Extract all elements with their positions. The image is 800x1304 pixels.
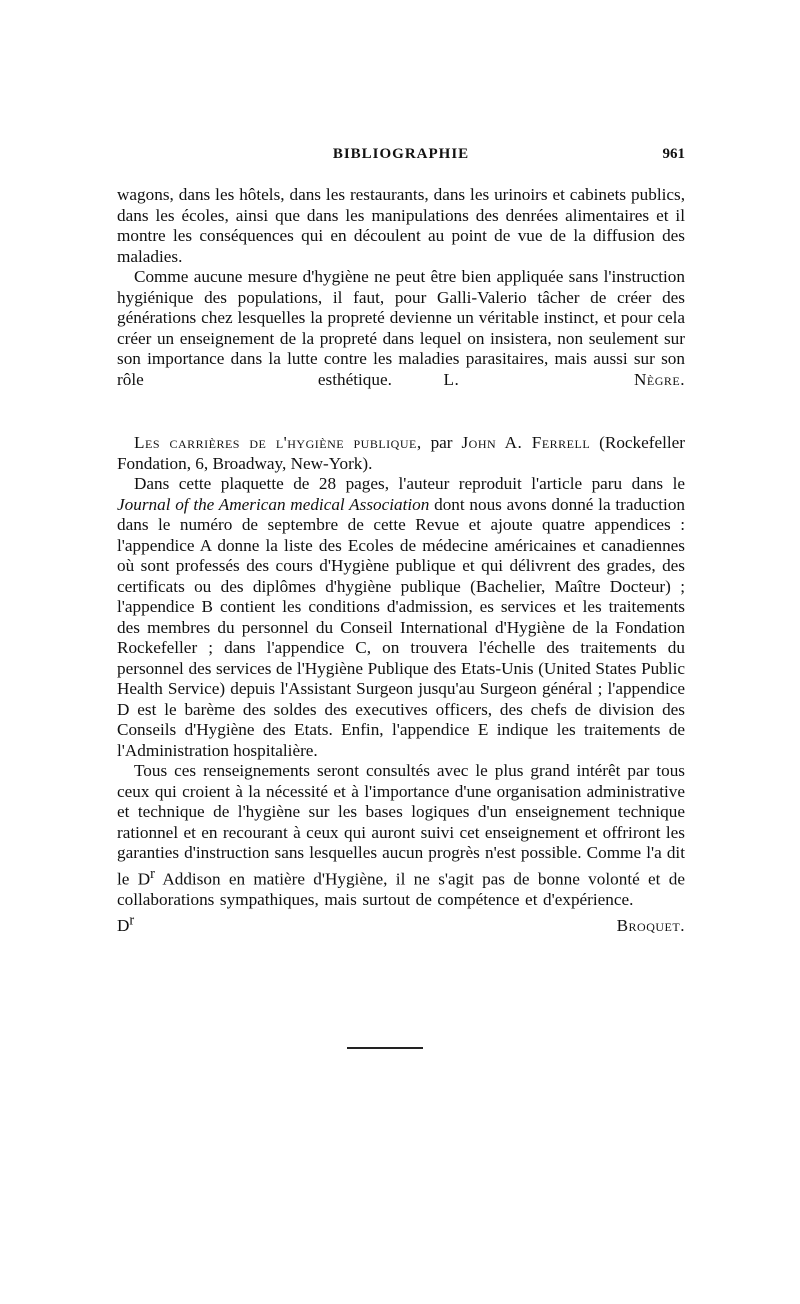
review2-signature-dr: D [117, 915, 130, 935]
review2-signature-name: Broquet. [616, 915, 685, 935]
review1-signature: L. Nègre. [443, 369, 685, 389]
review2-paragraph-2b: Addison en matière d'Hygiène, il ne s'agit pas de bonne volonté et de collaborations sympathiques, mais surtout de compétence et d'expérience. [117, 869, 685, 909]
review2-heading [117, 433, 685, 474]
review-ferrell [117, 433, 685, 936]
review1-paragraph-2-text: Comme aucune mesure d'hygiène ne peut être bien appliquée sans l'instruction hygiénique des populations, il faut, pour Galli-Valerio tâcher de créer des générations chez lesquelles la propreté devienne un véritable instinct, et pour cela créer un enseignement de la propreté dans lequel on insistera, non seulement sur son importance dans la lutte contre les maladies parasitaires, mais aussi sur son rôle esthétique. [117, 267, 685, 389]
review-galli-valerio [117, 185, 685, 390]
review1-paragraph-1: wagons, dans les hôtels, dans les restaurants, dans les urinoirs et cabinets publics, dans les écoles, ainsi que dans les manipulations des denrées alimentaires et il montre les conséquences qui en découlent au point de vue de la diffusion des maladies. [117, 185, 685, 266]
review2-signature [117, 912, 685, 935]
review2-title: Les carrières de l'hygiène publique, [134, 433, 422, 452]
review2-by: par [430, 433, 453, 452]
review2-journal: Journal of the American medical Association [117, 494, 430, 514]
review2-paragraph-1a: Dans cette plaquette de 28 pages, l'auteur reproduit l'article paru dans le [134, 474, 685, 493]
section-divider [347, 1047, 423, 1049]
running-head: BIBLIOGRAPHIE [332, 146, 470, 162]
review2-paragraph-1 [117, 474, 685, 761]
review2-paragraph-2 [117, 761, 685, 936]
review2-author: John A. Ferrell [461, 433, 591, 452]
review2-signature-sup: r [129, 912, 135, 929]
page-header [117, 146, 685, 170]
review2-dr-sup: r [150, 865, 155, 882]
review2-publisher: (Rockefeller Fondation, 6, Broadway, New-York). [117, 433, 686, 473]
review1-paragraph-2 [117, 267, 685, 390]
page-number: 961 [662, 146, 685, 162]
review2-paragraph-1b: dont nous avons donné la traduction dans le numéro de septembre de cette Revue et ajoute quatre appendices : l'appendice A donne la liste des Ecoles de médecine américaines et canadiennes où sont professés des cours d'Hygiène publique et qui délivrent des grades, des certificats ou des diplômes d'hygiène publique (Bachelier, Maître Docteur) ; l'appendice B contient les conditions d'admission, es services et les traitements des membres du personnel du Conseil International d'Hygiène de la Fondation Rockefeller ; dans l'appendice C, on trouvera l'échelle des traitements du personnel des services de l'Hygiène Publique des Etats-Unis (United States Public Health Service) depuis l'Assistant Surgeon jusqu'au Surgeon général ; l'appendice D est le barème des soldes des executives officers, des chefs de division des Conseils d'Hygiène des Etats. Enfin, l'appendice E indique les traitements de l'Administration hospitalière. [117, 494, 686, 760]
review2-paragraph-2a: Tous ces renseignements seront consultés avec le plus grand intérêt par tous ceux qui croient à la nécessité et à l'importance d'une organisation administrative et technique de l'hygiène sur les bases logiques d'un enseignement technique rationnel et en recourant à ceux qui auront suivi cet enseignement et offriront les garanties d'instruction sans lesquelles aucun progrès n'est possible. Comme l'a dit le [117, 761, 685, 889]
review2-dr: D [137, 869, 151, 889]
